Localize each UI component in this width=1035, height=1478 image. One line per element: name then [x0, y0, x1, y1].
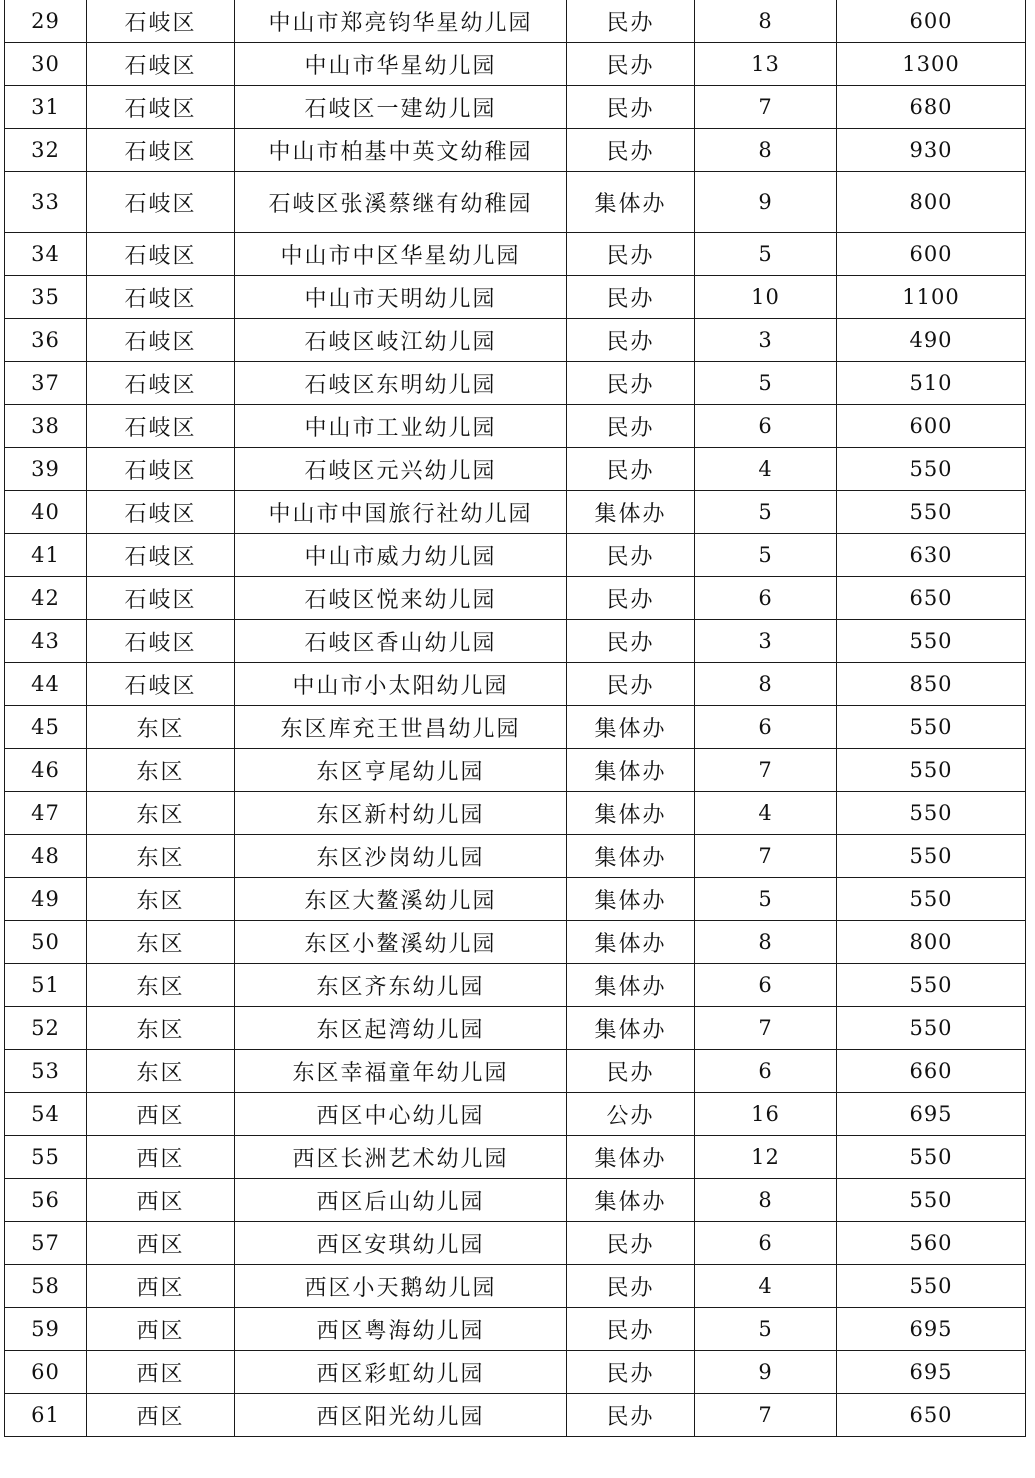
- kindergarten-name-cell: 中山市郑亮钧华星幼儿园: [235, 0, 567, 43]
- district-cell: 西区: [87, 1222, 235, 1265]
- ownership-type-cell: 民办: [567, 276, 695, 319]
- row-number-cell: 30: [5, 43, 87, 86]
- class-count-cell: 5: [695, 362, 837, 405]
- class-count-cell: 8: [695, 663, 837, 706]
- ownership-type-cell: 民办: [567, 1222, 695, 1265]
- row-number-cell: 52: [5, 1007, 87, 1050]
- district-cell: 石岐区: [87, 0, 235, 43]
- district-cell: 东区: [87, 1007, 235, 1050]
- class-count-cell: 8: [695, 0, 837, 43]
- kindergarten-name-cell: 西区中心幼儿园: [235, 1093, 567, 1136]
- ownership-type-cell: 集体办: [567, 878, 695, 921]
- kindergarten-name-cell: 中山市柏基中英文幼稚园: [235, 129, 567, 172]
- row-number-cell: 46: [5, 749, 87, 792]
- row-number-cell: 45: [5, 706, 87, 749]
- table-row: [5, 878, 1026, 921]
- district-cell: 西区: [87, 1093, 235, 1136]
- ownership-type-cell: 民办: [567, 1265, 695, 1308]
- class-count-cell: 8: [695, 921, 837, 964]
- class-count-cell: 8: [695, 1179, 837, 1222]
- capacity-cell: 550: [837, 835, 1026, 878]
- district-cell: 石岐区: [87, 86, 235, 129]
- row-number-cell: 41: [5, 534, 87, 577]
- district-cell: 西区: [87, 1136, 235, 1179]
- capacity-cell: 630: [837, 534, 1026, 577]
- ownership-type-cell: 民办: [567, 1050, 695, 1093]
- table-row: [5, 86, 1026, 129]
- ownership-type-cell: 民办: [567, 1394, 695, 1437]
- ownership-type-cell: 民办: [567, 0, 695, 43]
- capacity-cell: 800: [837, 172, 1026, 233]
- kindergarten-name-cell: 中山市中区华星幼儿园: [235, 233, 567, 276]
- row-number-cell: 42: [5, 577, 87, 620]
- district-cell: 东区: [87, 878, 235, 921]
- ownership-type-cell: 集体办: [567, 964, 695, 1007]
- district-cell: 石岐区: [87, 172, 235, 233]
- row-number-cell: 61: [5, 1394, 87, 1437]
- kindergarten-name-cell: 东区沙岗幼儿园: [235, 835, 567, 878]
- table-row: [5, 534, 1026, 577]
- capacity-cell: 560: [837, 1222, 1026, 1265]
- district-cell: 东区: [87, 1050, 235, 1093]
- row-number-cell: 51: [5, 964, 87, 1007]
- ownership-type-cell: 民办: [567, 620, 695, 663]
- kindergarten-name-cell: 东区小鳌溪幼儿园: [235, 921, 567, 964]
- district-cell: 西区: [87, 1351, 235, 1394]
- row-number-cell: 48: [5, 835, 87, 878]
- row-number-cell: 36: [5, 319, 87, 362]
- ownership-type-cell: 民办: [567, 1351, 695, 1394]
- capacity-cell: 600: [837, 405, 1026, 448]
- ownership-type-cell: 公办: [567, 1093, 695, 1136]
- capacity-cell: 550: [837, 1179, 1026, 1222]
- kindergarten-name-cell: 石岐区香山幼儿园: [235, 620, 567, 663]
- capacity-cell: 930: [837, 129, 1026, 172]
- district-cell: 西区: [87, 1394, 235, 1437]
- table-row: [5, 706, 1026, 749]
- row-number-cell: 56: [5, 1179, 87, 1222]
- row-number-cell: 49: [5, 878, 87, 921]
- class-count-cell: 5: [695, 534, 837, 577]
- class-count-cell: 7: [695, 1394, 837, 1437]
- ownership-type-cell: 民办: [567, 1308, 695, 1351]
- row-number-cell: 31: [5, 86, 87, 129]
- capacity-cell: 800: [837, 921, 1026, 964]
- row-number-cell: 60: [5, 1351, 87, 1394]
- district-cell: 石岐区: [87, 577, 235, 620]
- row-number-cell: 29: [5, 0, 87, 43]
- capacity-cell: 695: [837, 1351, 1026, 1394]
- ownership-type-cell: 集体办: [567, 491, 695, 534]
- ownership-type-cell: 集体办: [567, 921, 695, 964]
- table-row: [5, 1308, 1026, 1351]
- ownership-type-cell: 民办: [567, 577, 695, 620]
- capacity-cell: 510: [837, 362, 1026, 405]
- row-number-cell: 54: [5, 1093, 87, 1136]
- kindergarten-name-cell: 西区后山幼儿园: [235, 1179, 567, 1222]
- class-count-cell: 16: [695, 1093, 837, 1136]
- kindergarten-name-cell: 东区亨尾幼儿园: [235, 749, 567, 792]
- class-count-cell: 4: [695, 448, 837, 491]
- table-row: [5, 129, 1026, 172]
- table-row: [5, 491, 1026, 534]
- capacity-cell: 550: [837, 706, 1026, 749]
- table-row: [5, 1179, 1026, 1222]
- table-row: [5, 964, 1026, 1007]
- row-number-cell: 34: [5, 233, 87, 276]
- row-number-cell: 43: [5, 620, 87, 663]
- ownership-type-cell: 民办: [567, 86, 695, 129]
- class-count-cell: 7: [695, 835, 837, 878]
- ownership-type-cell: 民办: [567, 405, 695, 448]
- row-number-cell: 44: [5, 663, 87, 706]
- row-number-cell: 55: [5, 1136, 87, 1179]
- kindergarten-name-cell: 东区幸福童年幼儿园: [235, 1050, 567, 1093]
- table-row: [5, 1050, 1026, 1093]
- district-cell: 石岐区: [87, 663, 235, 706]
- ownership-type-cell: 民办: [567, 233, 695, 276]
- capacity-cell: 550: [837, 448, 1026, 491]
- class-count-cell: 7: [695, 1007, 837, 1050]
- table-row: [5, 1093, 1026, 1136]
- table-row: [5, 620, 1026, 663]
- kindergarten-table: [4, 0, 1026, 1437]
- ownership-type-cell: 民办: [567, 448, 695, 491]
- table-row: [5, 448, 1026, 491]
- capacity-cell: 1100: [837, 276, 1026, 319]
- class-count-cell: 7: [695, 86, 837, 129]
- district-cell: 西区: [87, 1308, 235, 1351]
- class-count-cell: 3: [695, 620, 837, 663]
- table-row: [5, 792, 1026, 835]
- row-number-cell: 35: [5, 276, 87, 319]
- district-cell: 石岐区: [87, 319, 235, 362]
- ownership-type-cell: 集体办: [567, 1179, 695, 1222]
- row-number-cell: 50: [5, 921, 87, 964]
- class-count-cell: 5: [695, 233, 837, 276]
- capacity-cell: 550: [837, 1136, 1026, 1179]
- table-row: [5, 172, 1026, 233]
- kindergarten-name-cell: 中山市小太阳幼儿园: [235, 663, 567, 706]
- row-number-cell: 58: [5, 1265, 87, 1308]
- row-number-cell: 38: [5, 405, 87, 448]
- class-count-cell: 4: [695, 792, 837, 835]
- kindergarten-name-cell: 西区粤海幼儿园: [235, 1308, 567, 1351]
- capacity-cell: 550: [837, 749, 1026, 792]
- capacity-cell: 680: [837, 86, 1026, 129]
- kindergarten-name-cell: 石岐区岐江幼儿园: [235, 319, 567, 362]
- table-body: [5, 0, 1026, 1437]
- kindergarten-name-cell: 石岐区东明幼儿园: [235, 362, 567, 405]
- district-cell: 石岐区: [87, 233, 235, 276]
- table-row: [5, 0, 1026, 43]
- kindergarten-name-cell: 石岐区张溪蔡继有幼稚园: [235, 172, 567, 233]
- row-number-cell: 40: [5, 491, 87, 534]
- kindergarten-name-cell: 西区小天鹅幼儿园: [235, 1265, 567, 1308]
- district-cell: 东区: [87, 835, 235, 878]
- district-cell: 石岐区: [87, 491, 235, 534]
- kindergarten-name-cell: 西区长洲艺术幼儿园: [235, 1136, 567, 1179]
- capacity-cell: 550: [837, 792, 1026, 835]
- class-count-cell: 6: [695, 964, 837, 1007]
- ownership-type-cell: 集体办: [567, 1136, 695, 1179]
- capacity-cell: 1300: [837, 43, 1026, 86]
- row-number-cell: 37: [5, 362, 87, 405]
- kindergarten-name-cell: 西区彩虹幼儿园: [235, 1351, 567, 1394]
- table-row: [5, 1351, 1026, 1394]
- capacity-cell: 550: [837, 491, 1026, 534]
- capacity-cell: 490: [837, 319, 1026, 362]
- table-row: [5, 233, 1026, 276]
- capacity-cell: 550: [837, 1007, 1026, 1050]
- row-number-cell: 32: [5, 129, 87, 172]
- ownership-type-cell: 集体办: [567, 1007, 695, 1050]
- table-row: [5, 319, 1026, 362]
- capacity-cell: 600: [837, 0, 1026, 43]
- district-cell: 石岐区: [87, 448, 235, 491]
- district-cell: 石岐区: [87, 43, 235, 86]
- table-row: [5, 1007, 1026, 1050]
- class-count-cell: 4: [695, 1265, 837, 1308]
- district-cell: 西区: [87, 1265, 235, 1308]
- district-cell: 东区: [87, 921, 235, 964]
- district-cell: 西区: [87, 1179, 235, 1222]
- district-cell: 石岐区: [87, 534, 235, 577]
- class-count-cell: 5: [695, 491, 837, 534]
- capacity-cell: 695: [837, 1093, 1026, 1136]
- ownership-type-cell: 集体办: [567, 172, 695, 233]
- ownership-type-cell: 民办: [567, 319, 695, 362]
- table-row: [5, 835, 1026, 878]
- table-row: [5, 749, 1026, 792]
- class-count-cell: 5: [695, 1308, 837, 1351]
- table-row: [5, 1265, 1026, 1308]
- kindergarten-name-cell: 中山市威力幼儿园: [235, 534, 567, 577]
- capacity-cell: 550: [837, 878, 1026, 921]
- class-count-cell: 6: [695, 405, 837, 448]
- ownership-type-cell: 民办: [567, 43, 695, 86]
- ownership-type-cell: 民办: [567, 534, 695, 577]
- kindergarten-name-cell: 西区安琪幼儿园: [235, 1222, 567, 1265]
- row-number-cell: 47: [5, 792, 87, 835]
- class-count-cell: 13: [695, 43, 837, 86]
- kindergarten-name-cell: 中山市中国旅行社幼儿园: [235, 491, 567, 534]
- ownership-type-cell: 民办: [567, 362, 695, 405]
- district-cell: 石岐区: [87, 405, 235, 448]
- class-count-cell: 9: [695, 172, 837, 233]
- kindergarten-name-cell: 石岐区悦来幼儿园: [235, 577, 567, 620]
- ownership-type-cell: 集体办: [567, 792, 695, 835]
- class-count-cell: 6: [695, 1050, 837, 1093]
- district-cell: 东区: [87, 792, 235, 835]
- class-count-cell: 9: [695, 1351, 837, 1394]
- capacity-cell: 660: [837, 1050, 1026, 1093]
- class-count-cell: 3: [695, 319, 837, 362]
- row-number-cell: 33: [5, 172, 87, 233]
- kindergarten-name-cell: 东区大鳌溪幼儿园: [235, 878, 567, 921]
- district-cell: 东区: [87, 749, 235, 792]
- class-count-cell: 7: [695, 749, 837, 792]
- ownership-type-cell: 集体办: [567, 749, 695, 792]
- table-row: [5, 362, 1026, 405]
- capacity-cell: 550: [837, 1265, 1026, 1308]
- kindergarten-name-cell: 石岐区元兴幼儿园: [235, 448, 567, 491]
- row-number-cell: 57: [5, 1222, 87, 1265]
- class-count-cell: 5: [695, 878, 837, 921]
- class-count-cell: 6: [695, 706, 837, 749]
- table-row: [5, 276, 1026, 319]
- class-count-cell: 6: [695, 1222, 837, 1265]
- kindergarten-name-cell: 中山市工业幼儿园: [235, 405, 567, 448]
- ownership-type-cell: 集体办: [567, 835, 695, 878]
- kindergarten-name-cell: 东区库充王世昌幼儿园: [235, 706, 567, 749]
- district-cell: 石岐区: [87, 362, 235, 405]
- kindergarten-name-cell: 东区新村幼儿园: [235, 792, 567, 835]
- district-cell: 东区: [87, 706, 235, 749]
- row-number-cell: 39: [5, 448, 87, 491]
- capacity-cell: 695: [837, 1308, 1026, 1351]
- capacity-cell: 650: [837, 1394, 1026, 1437]
- capacity-cell: 550: [837, 620, 1026, 663]
- kindergarten-name-cell: 石岐区一建幼儿园: [235, 86, 567, 129]
- district-cell: 石岐区: [87, 129, 235, 172]
- kindergarten-name-cell: 中山市天明幼儿园: [235, 276, 567, 319]
- table-row: [5, 921, 1026, 964]
- district-cell: 石岐区: [87, 620, 235, 663]
- ownership-type-cell: 集体办: [567, 706, 695, 749]
- kindergarten-name-cell: 东区起湾幼儿园: [235, 1007, 567, 1050]
- table-row: [5, 43, 1026, 86]
- class-count-cell: 8: [695, 129, 837, 172]
- table-row: [5, 1394, 1026, 1437]
- capacity-cell: 650: [837, 577, 1026, 620]
- row-number-cell: 53: [5, 1050, 87, 1093]
- class-count-cell: 10: [695, 276, 837, 319]
- row-number-cell: 59: [5, 1308, 87, 1351]
- capacity-cell: 850: [837, 663, 1026, 706]
- table-row: [5, 1222, 1026, 1265]
- ownership-type-cell: 民办: [567, 663, 695, 706]
- kindergarten-name-cell: 中山市华星幼儿园: [235, 43, 567, 86]
- district-cell: 石岐区: [87, 276, 235, 319]
- class-count-cell: 12: [695, 1136, 837, 1179]
- district-cell: 东区: [87, 964, 235, 1007]
- capacity-cell: 550: [837, 964, 1026, 1007]
- table-row: [5, 663, 1026, 706]
- table-row: [5, 577, 1026, 620]
- class-count-cell: 6: [695, 577, 837, 620]
- capacity-cell: 600: [837, 233, 1026, 276]
- ownership-type-cell: 民办: [567, 129, 695, 172]
- kindergarten-name-cell: 东区齐东幼儿园: [235, 964, 567, 1007]
- kindergarten-name-cell: 西区阳光幼儿园: [235, 1394, 567, 1437]
- table-row: [5, 405, 1026, 448]
- table-row: [5, 1136, 1026, 1179]
